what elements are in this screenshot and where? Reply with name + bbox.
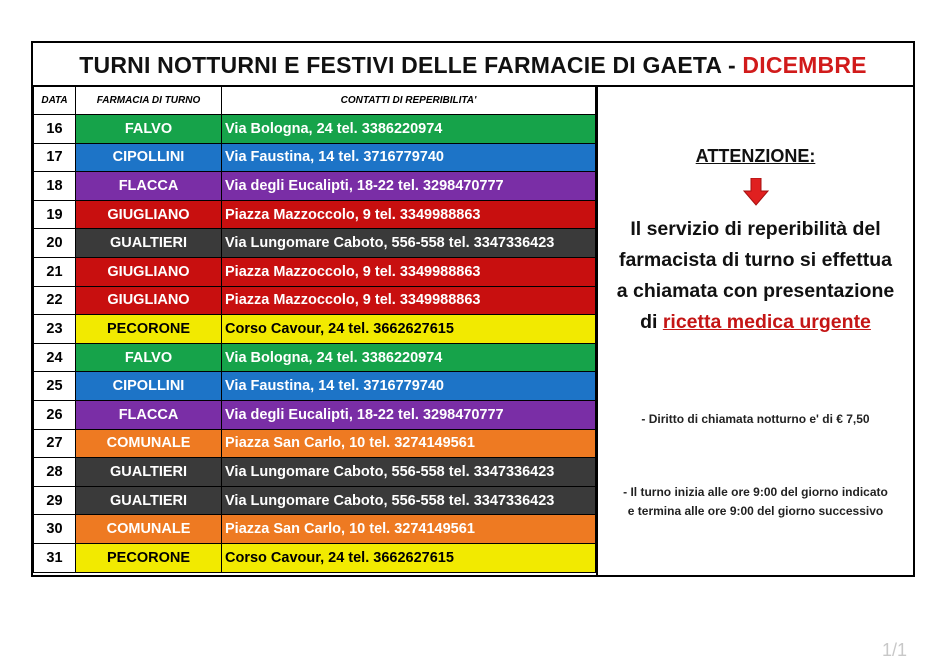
row-pharmacy: GIUGLIANO (76, 286, 222, 315)
table-header-row (34, 87, 596, 115)
fee-note: - Diritto di chiamata notturno e' di € 7,50 (641, 412, 870, 426)
row-contact: Piazza Mazzoccolo, 9 tel. 3349988863 (222, 257, 596, 286)
row-date: 28 (34, 458, 76, 487)
row-pharmacy: GUALTIERI (76, 486, 222, 515)
table-row (34, 543, 596, 572)
row-pharmacy: COMUNALE (76, 515, 222, 544)
hours-note-line-2: e termina alle ore 9:00 del giorno successivo (627, 504, 884, 518)
row-date: 30 (34, 515, 76, 544)
row-pharmacy: FALVO (76, 343, 222, 372)
header-pharmacy: FARMACIA DI TURNO (76, 87, 222, 115)
service-highlight: ricetta medica urgente (662, 311, 871, 333)
title-month: DICEMBRE (742, 52, 867, 78)
table-row (34, 257, 596, 286)
pharmacy-schedule-sheet (31, 41, 915, 577)
row-date: 18 (34, 172, 76, 201)
row-contact: Piazza Mazzoccolo, 9 tel. 3349988863 (222, 286, 596, 315)
table-row (34, 143, 596, 172)
table-row (34, 486, 596, 515)
row-contact: Via Bologna, 24 tel. 3386220974 (222, 343, 596, 372)
row-pharmacy: GUALTIERI (76, 229, 222, 258)
row-pharmacy: GIUGLIANO (76, 257, 222, 286)
row-contact: Via Lungomare Caboto, 556-558 tel. 3347336423 (222, 229, 596, 258)
table-row (34, 400, 596, 429)
row-date: 22 (34, 286, 76, 315)
header-contacts: CONTATTI DI REPERIBILITA' (222, 87, 596, 115)
table-row (34, 458, 596, 487)
schedule-table (33, 86, 596, 573)
row-date: 17 (34, 143, 76, 172)
row-pharmacy: CIPOLLINI (76, 143, 222, 172)
service-line-1: Il servizio di reperibilità del (630, 218, 881, 240)
row-date: 31 (34, 543, 76, 572)
row-date: 29 (34, 486, 76, 515)
row-date: 23 (34, 315, 76, 344)
row-pharmacy: PECORONE (76, 543, 222, 572)
table-row (34, 286, 596, 315)
service-notice (598, 214, 913, 338)
row-date: 27 (34, 429, 76, 458)
row-date: 16 (34, 115, 76, 144)
table-row (34, 429, 596, 458)
service-line-4 (598, 307, 913, 338)
row-pharmacy: COMUNALE (76, 429, 222, 458)
row-contact: Via Faustina, 14 tel. 3716779740 (222, 372, 596, 401)
table-row (34, 200, 596, 229)
row-contact: Via Lungomare Caboto, 556-558 tel. 3347336423 (222, 486, 596, 515)
row-contact: Corso Cavour, 24 tel. 3662627615 (222, 315, 596, 344)
table-row (34, 315, 596, 344)
row-contact: Via degli Eucalipti, 18-22 tel. 3298470777 (222, 400, 596, 429)
hours-note (598, 483, 913, 521)
title-main: TURNI NOTTURNI E FESTIVI DELLE FARMACIE DI GAETA - (79, 52, 743, 78)
row-date: 19 (34, 200, 76, 229)
row-contact: Via degli Eucalipti, 18-22 tel. 3298470777 (222, 172, 596, 201)
row-contact: Via Bologna, 24 tel. 3386220974 (222, 115, 596, 144)
table-row (34, 229, 596, 258)
table-row (34, 515, 596, 544)
row-contact: Piazza San Carlo, 10 tel. 3274149561 (222, 515, 596, 544)
row-pharmacy: GIUGLIANO (76, 200, 222, 229)
info-panel (596, 86, 913, 575)
row-contact: Piazza Mazzoccolo, 9 tel. 3349988863 (222, 200, 596, 229)
row-date: 26 (34, 400, 76, 429)
row-contact: Piazza San Carlo, 10 tel. 3274149561 (222, 429, 596, 458)
hours-note-line-1: - Il turno inizia alle ore 9:00 del giorno indicato (623, 485, 888, 499)
table-row (34, 115, 596, 144)
row-pharmacy: FLACCA (76, 400, 222, 429)
service-line-3: a chiamata con presentazione (616, 280, 895, 302)
table-row (34, 343, 596, 372)
row-date: 25 (34, 372, 76, 401)
service-line-2: farmacista di turno si effettua (618, 249, 893, 271)
row-pharmacy: CIPOLLINI (76, 372, 222, 401)
row-contact: Via Lungomare Caboto, 556-558 tel. 3347336423 (222, 458, 596, 487)
row-pharmacy: FALVO (76, 115, 222, 144)
row-pharmacy: GUALTIERI (76, 458, 222, 487)
page-title (33, 43, 913, 87)
row-date: 20 (34, 229, 76, 258)
row-contact: Via Faustina, 14 tel. 3716779740 (222, 143, 596, 172)
page-indicator: 1/1 (881, 640, 907, 660)
row-pharmacy: PECORONE (76, 315, 222, 344)
table-row (34, 172, 596, 201)
row-date: 21 (34, 257, 76, 286)
attention-heading: ATTENZIONE: (695, 146, 816, 166)
row-contact: Corso Cavour, 24 tel. 3662627615 (222, 543, 596, 572)
header-date: DATA (34, 87, 76, 115)
row-date: 24 (34, 343, 76, 372)
red-down-arrow-icon (743, 178, 769, 206)
row-pharmacy: FLACCA (76, 172, 222, 201)
service-prefix: di (640, 311, 663, 333)
table-row (34, 372, 596, 401)
